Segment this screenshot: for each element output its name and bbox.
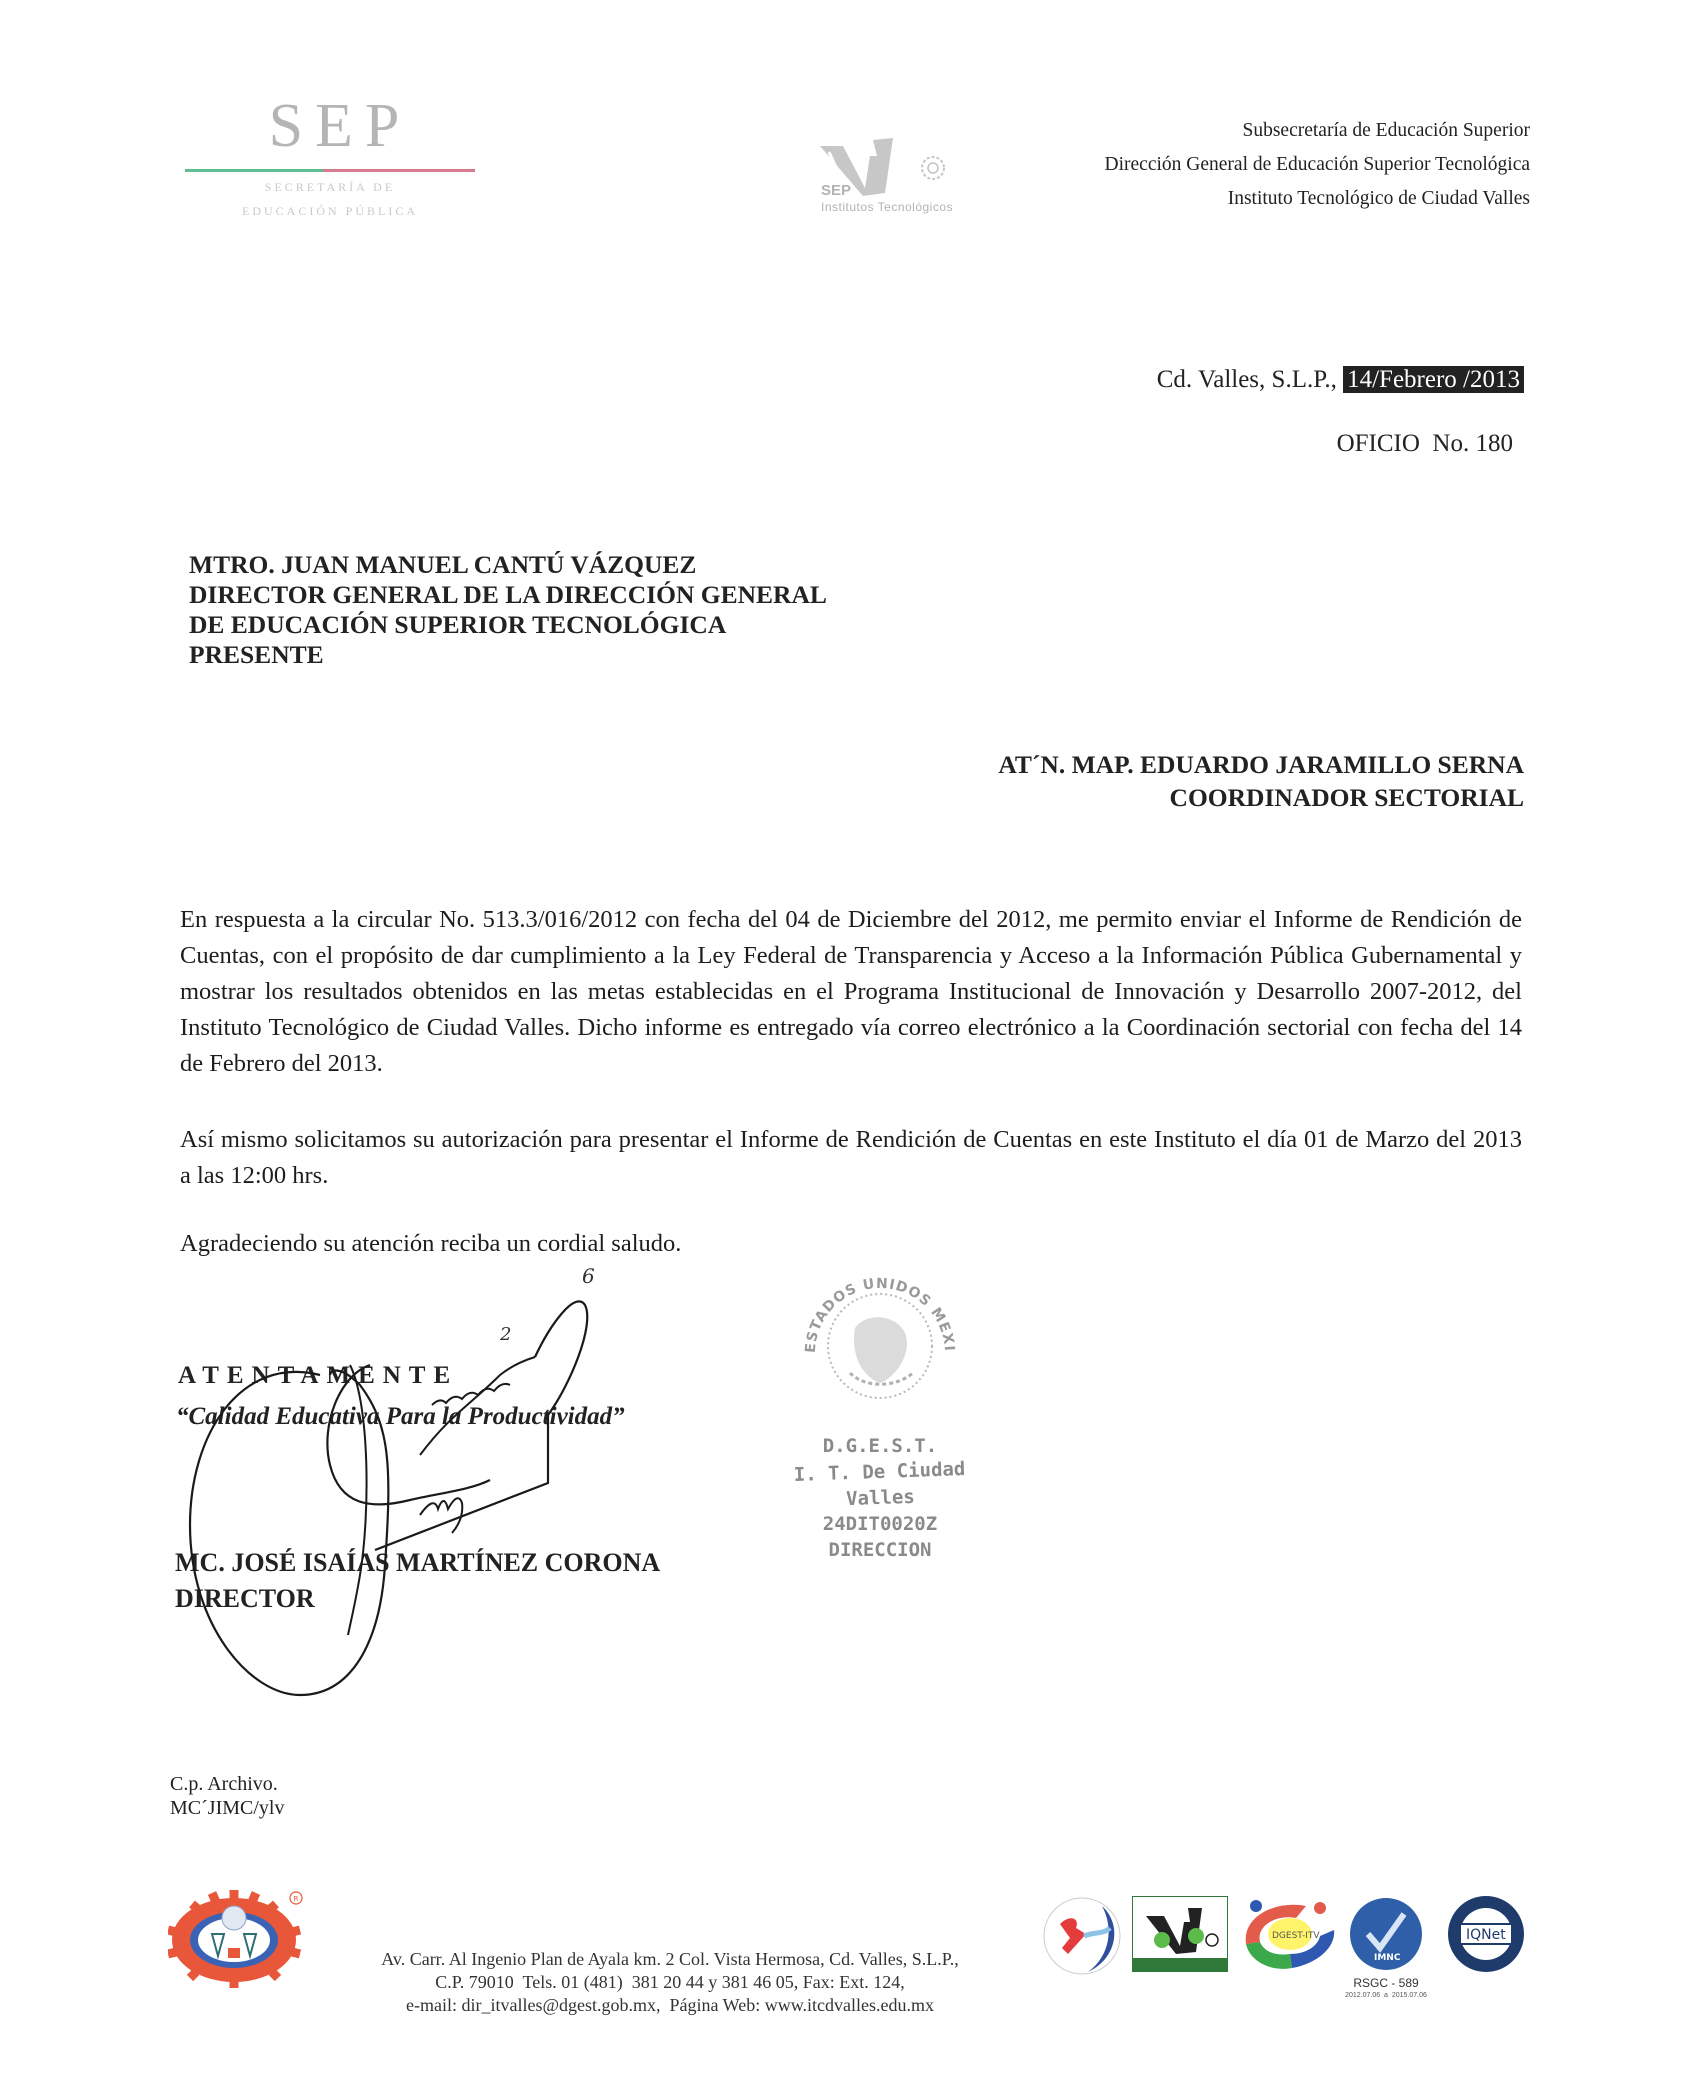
sep-logo-letters: SEP bbox=[268, 92, 412, 160]
seal-ring-text: ESTADOS UNIDOS MEXI bbox=[802, 1275, 958, 1354]
body-paragraph-2: Así mismo solicitamos su autorización para presentar el Informe de Rendición de Cuentas en este Instituto el día 01 de Marzo del 2013 a las 12:00 hrs. bbox=[180, 1126, 1522, 1189]
recipient-name: MTRO. JUAN MANUEL CANTÚ VÁZQUEZ bbox=[189, 550, 697, 579]
it-logo-caption: Institutos Tecnológicos bbox=[821, 200, 954, 214]
carbon-copy-block bbox=[170, 1772, 284, 1820]
handwritten-mark-6: 6 bbox=[582, 1265, 595, 1288]
attention-block bbox=[998, 748, 1524, 814]
sep-green-bar bbox=[185, 169, 323, 172]
recipient-title-line-1: DIRECTOR GENERAL DE LA DIRECCIÓN GENERAL bbox=[189, 580, 827, 609]
itcv-gear-logo-icon bbox=[168, 1888, 308, 1988]
institution-line-itcv: Instituto Tecnológico de Ciudad Valles bbox=[1227, 188, 1530, 209]
seal-line-dgest: D.G.E.S.T. bbox=[822, 1435, 938, 1457]
closing-salutation: ATENTAMENTE bbox=[178, 1362, 459, 1389]
date-highlighted: 14/Febrero /2013 bbox=[1343, 366, 1524, 393]
imnc-certification-icon bbox=[1346, 1894, 1426, 1974]
recipient-presente: PRESENTE bbox=[189, 640, 324, 669]
signer-name: MC. JOSÉ ISAÍAS MARTÍNEZ CORONA bbox=[175, 1548, 661, 1577]
body-paragraph-1: En respuesta a la circular No. 513.3/016/2012 con fecha del 04 de Diciembre del 2012, me permito enviar el Informe de Rendición de Cuentas, con el propósito de dar cumplimiento a la Ley Federal de Transparencia y Acceso a la Información Pública Gubernamental y mostrar los resultados obtenidos en las metas establecidas en el Programa Institucional de Innovación y Desarrollo 2007-2012, del Instituto Tecnológico de Ciudad Valles. Dicho informe es entregado vía correo electrónico a la Coordinación sectorial con fecha del 14 de Febrero del 2013. bbox=[180, 906, 1522, 1077]
institutos-tecnologicos-logo bbox=[815, 138, 985, 228]
sep-logo bbox=[185, 92, 475, 225]
gender-equity-certification-icon bbox=[1040, 1894, 1124, 1978]
certification-logos bbox=[1040, 1890, 1540, 2010]
institution-line-dgest: Dirección General de Educación Superior Tecnológica bbox=[1104, 154, 1530, 175]
iqnet-label: IQNet bbox=[1466, 1927, 1506, 1943]
address-line-phones: C.P. 79010 Tels. 01 (481) 381 20 44 y 381 46 05, Fax: Ext. 124, bbox=[435, 1972, 905, 1992]
process-cycle-certification-icon bbox=[1236, 1896, 1340, 1974]
iqnet-certification-icon bbox=[1444, 1892, 1528, 1976]
oficio-number: OFICIO No. 180 bbox=[1336, 430, 1513, 457]
sep-logo-bars bbox=[185, 169, 475, 172]
attention-name: AT´N. MAP. EDUARDO JARAMILLO SERNA bbox=[998, 750, 1524, 779]
attention-title: COORDINADOR SECTORIAL bbox=[1169, 783, 1524, 812]
seal-line-cct: 24DIT0020Z bbox=[822, 1513, 938, 1535]
institution-line-subsecretaria: Subsecretaría de Educación Superior bbox=[1242, 120, 1530, 141]
institution-header bbox=[1105, 114, 1530, 216]
recipient-block bbox=[189, 550, 827, 670]
sep-red-bar bbox=[323, 169, 475, 172]
svg-text:R: R bbox=[293, 1895, 299, 1903]
cc-archivo: C.p. Archivo. bbox=[170, 1773, 278, 1795]
place: Cd. Valles, S.L.P., bbox=[1156, 366, 1337, 393]
sep-subtitle-line-1: SECRETARÍA DE bbox=[264, 180, 396, 194]
body-paragraph-3: Agradeciendo su atención reciba un cordial saludo. bbox=[180, 1230, 682, 1257]
mexican-coat-of-arms-icon bbox=[795, 1258, 965, 1428]
footer-address bbox=[310, 1948, 1030, 2017]
institution-motto: “Calidad Educativa Para la Productividad” bbox=[176, 1403, 625, 1430]
address-line-contact: e-mail: dir_itvalles@dgest.gob.mx, Página Web: www.itcdvalles.edu.mx bbox=[405, 1995, 935, 2015]
cc-initials: MC´JIMC/ylv bbox=[170, 1797, 285, 1819]
address-line-street: Av. Carr. Al Ingenio Plan de Ayala km. 2 Col. Vista Hermosa, Cd. Valles, S.L.P., bbox=[381, 1949, 959, 1969]
place-date-line bbox=[1157, 366, 1524, 394]
imnc-validity-dates: 2012.07.06 a 2015.07.06 bbox=[1345, 1992, 1427, 1999]
recipient-title-line-2: DE EDUCACIÓN SUPERIOR TECNOLÓGICA bbox=[189, 610, 727, 639]
process-cycle-center-text: DGEST-ITV bbox=[1272, 1931, 1320, 1941]
official-seal-stamp bbox=[760, 1258, 1000, 1561]
sep-subtitle-line-2: EDUCACIÓN PÚBLICA bbox=[241, 204, 418, 218]
it-logo-sep-label: SEP bbox=[821, 182, 852, 199]
handwritten-mark-2: 2 bbox=[500, 1324, 512, 1345]
handwritten-signature bbox=[170, 1265, 650, 1705]
signer-block bbox=[175, 1545, 660, 1617]
imnc-registry-code: RSGC - 589 bbox=[1353, 1976, 1419, 1990]
signer-title: DIRECTOR bbox=[175, 1584, 315, 1613]
imnc-label: IMNC bbox=[1374, 1953, 1401, 1963]
seal-line-institute: I. T. De Ciudad Valles bbox=[793, 1458, 966, 1511]
seal-line-direccion: DIRECCION bbox=[828, 1539, 932, 1561]
environmental-certification-icon bbox=[1132, 1896, 1228, 1972]
